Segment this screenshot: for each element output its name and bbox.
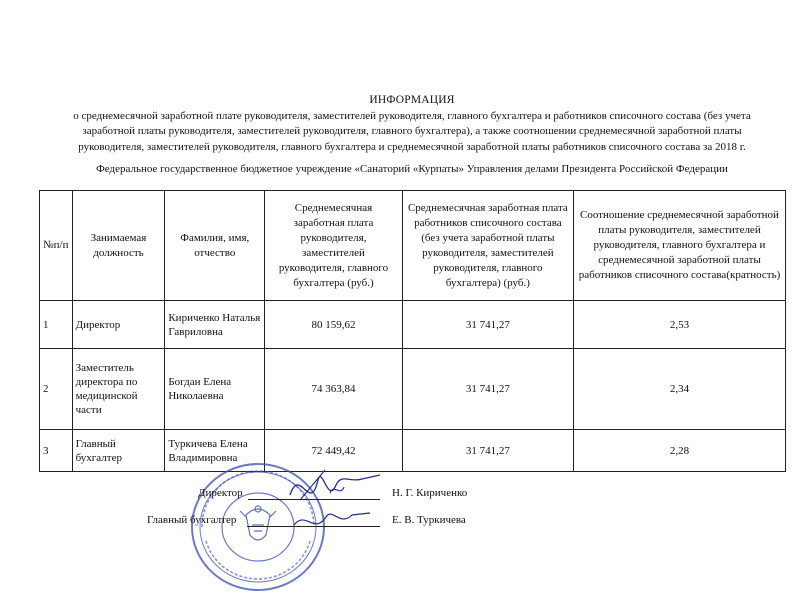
- row-full-name: Туркичева Елена Владимировна: [165, 430, 265, 472]
- row-full-name: Кириченко Наталья Гавриловна: [165, 301, 265, 349]
- row-position: Заместитель директора по медицинской части: [72, 349, 165, 430]
- column-header-staff-salary: Среднемесячная заработная плата работников списочного состава (без учета заработной платы руководителя, заместителей руководителя, главного бухгалтера) (руб.): [402, 191, 573, 301]
- header-line-2: заработной платы руководителя, заместителей руководителя, главного бухгалтера), а также соотношении среднемесячной заработной платы: [82, 125, 742, 137]
- document-header: [40, 93, 784, 155]
- row-number: 3: [40, 430, 73, 472]
- row-manager-salary: 80 159,62: [265, 301, 403, 349]
- row-position: Главный бухгалтер: [72, 430, 165, 472]
- director-name: Н. Г. Кириченко: [392, 487, 468, 499]
- header-line-3: руководителя, заместителей руководителя, главного бухгалтера и среднемесячной заработной платы работников списочного состава за 2018 г.: [78, 140, 746, 153]
- accountant-label: Главный бухгалтер: [147, 514, 237, 526]
- table-row: [40, 301, 786, 349]
- director-signature-line: [248, 499, 380, 500]
- accountant-name: Е. В. Туркичева: [392, 514, 466, 526]
- row-manager-salary: 72 449,42: [265, 430, 403, 472]
- director-signature: [270, 455, 400, 545]
- column-header-number: №п/п: [40, 191, 73, 301]
- column-header-name: Фамилия, имя, отчество: [165, 191, 265, 301]
- column-header-manager-salary: Среднемесячная заработная плата руководителя, заместителей руководителя, главного бухгалтера (руб.): [265, 191, 403, 301]
- column-header-position: Занимаемая должность: [72, 191, 165, 301]
- row-staff-salary: 31 741,27: [402, 430, 573, 472]
- row-staff-salary: 31 741,27: [402, 349, 573, 430]
- column-header-ratio: Соотношение среднемесячной заработной платы руководителя, заместителей руководителя, главного бухгалтера и среднемесячной заработной платы работников списочного состава(кратность): [573, 191, 785, 301]
- row-ratio: 2,53: [573, 301, 785, 349]
- row-staff-salary: 31 741,27: [402, 301, 573, 349]
- table-row: [40, 430, 786, 472]
- accountant-signature-line: [247, 526, 380, 527]
- row-number: 2: [40, 349, 73, 430]
- document-title: ИНФОРМАЦИЯ: [369, 94, 455, 106]
- table-row: [40, 349, 786, 430]
- row-manager-salary: 74 363,84: [265, 349, 403, 430]
- director-label: Директор: [198, 487, 243, 499]
- row-ratio: 2,28: [573, 430, 785, 472]
- row-ratio: 2,34: [573, 349, 785, 430]
- organization-name: Федеральное государственное бюджетное учреждение «Санаторий «Курпаты» Управления делами Президента Российской Федерации: [96, 163, 728, 175]
- row-number: 1: [40, 301, 73, 349]
- row-position: Директор: [72, 301, 165, 349]
- table-header-row: [40, 191, 786, 301]
- salary-table: [39, 190, 786, 472]
- header-line-1: о среднемесячной заработной плате руководителя, заместителей руководителя, главного бухгалтера и работников списочного состава (без учета: [73, 109, 751, 122]
- row-full-name: Богдан Елена Николаевна: [165, 349, 265, 430]
